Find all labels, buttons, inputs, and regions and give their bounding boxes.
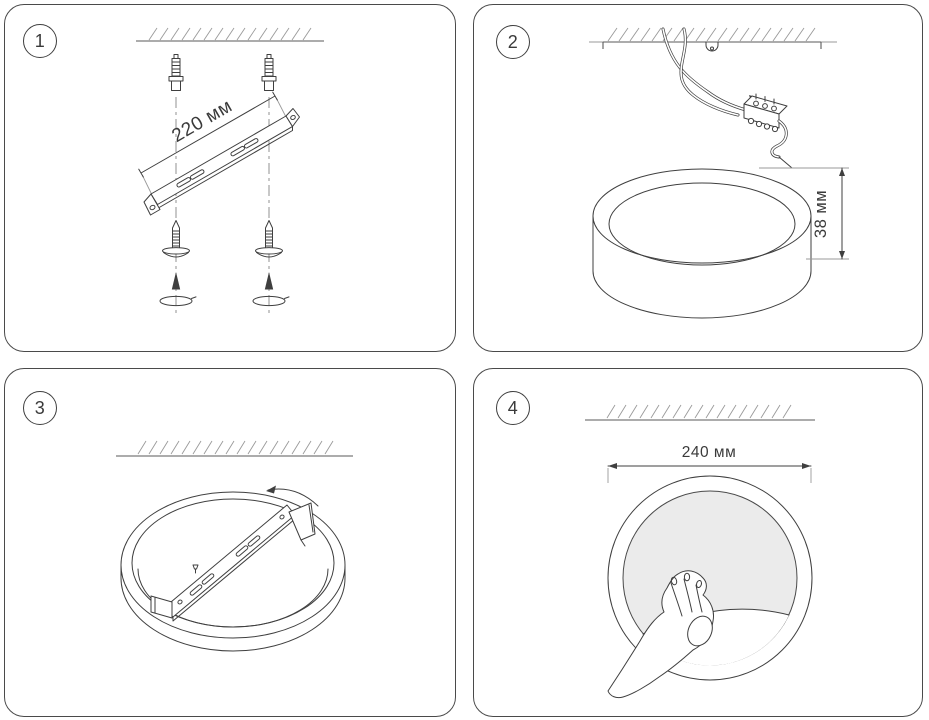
step-number-badge (497, 26, 530, 59)
step-number-badge (497, 392, 530, 425)
dimension-label: 220 мм (168, 95, 237, 147)
step-number: 4 (507, 398, 519, 418)
screw-icon (193, 565, 198, 573)
dimension-label: 38 мм (812, 189, 830, 239)
screw-in-arrow (160, 272, 196, 306)
lamp-side-view (593, 169, 811, 318)
bare-wire-tip (779, 157, 792, 168)
fixing-clip (151, 596, 172, 618)
width-dimension (608, 444, 811, 483)
terminal-block (744, 94, 787, 132)
step-number: 2 (507, 32, 519, 52)
mounting-bracket-illustration (144, 109, 300, 216)
ceiling-hatch (585, 405, 815, 420)
wall-plug-icon (262, 55, 276, 91)
step-number-badge (24, 25, 57, 58)
step-1-drawing (5, 5, 457, 353)
step-4-panel (473, 368, 923, 717)
step-number: 1 (34, 31, 46, 51)
lamp-base-inside-view (121, 492, 345, 651)
dimension-label: 240 мм (681, 444, 737, 461)
fixing-clip (289, 503, 315, 546)
step-2-drawing (474, 5, 924, 353)
step-3-drawing (5, 369, 457, 718)
step-number-badge (24, 392, 57, 425)
step-number: 3 (34, 398, 46, 418)
wires-terminal-illustration (663, 29, 792, 168)
screw-in-arrow (253, 272, 289, 306)
ceiling-hatch (136, 28, 324, 41)
bracket-dimension (139, 92, 286, 195)
ceiling-hatch (589, 28, 837, 51)
step-4-drawing (474, 369, 924, 718)
screw-icon (256, 221, 283, 258)
step-3-panel (4, 368, 456, 717)
screw-icon (163, 221, 190, 258)
ceiling-hatch (116, 441, 353, 456)
step-2-panel (473, 4, 923, 352)
step-1-panel (4, 4, 456, 352)
wall-plug-icon (169, 55, 183, 91)
height-dimension (759, 168, 849, 259)
mounting-bracket-illustration (165, 505, 295, 621)
